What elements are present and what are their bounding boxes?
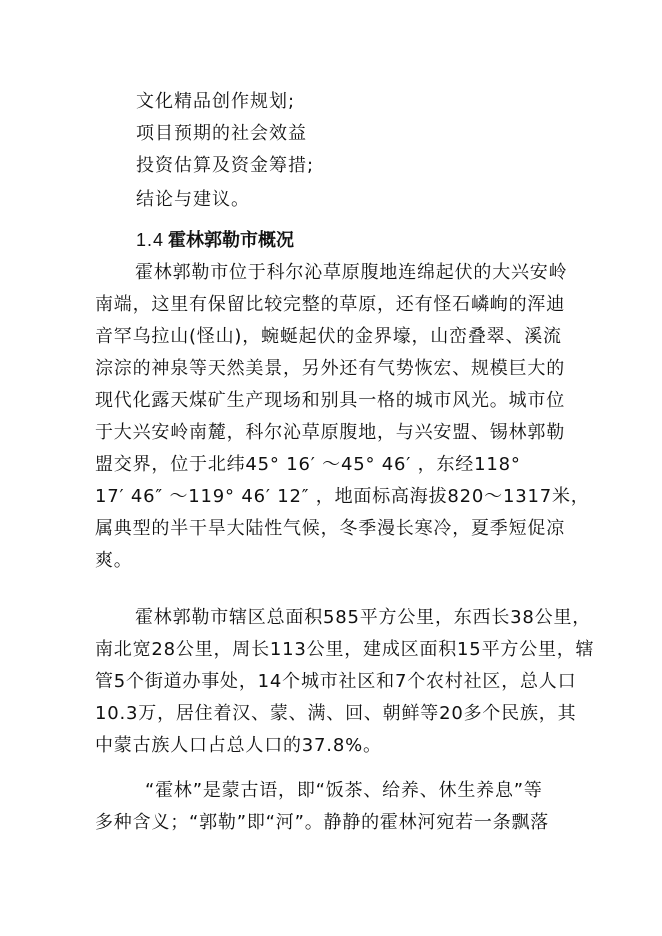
paragraph-line: 霍林郭勒市位于科尔沁草原腹地连绵起伏的大兴安岭 — [135, 262, 568, 283]
paragraph-line: 霍林郭勒市辖区总面积585平方公里，东西长38公里， — [135, 607, 592, 628]
paragraph-area-population — [95, 602, 595, 762]
list-item: 项目预期的社会效益 — [136, 123, 307, 144]
paragraph-line: 17′ 46″ ～119° 46′ 12″ ，地面标高海拔820～1317米， — [95, 486, 590, 507]
paragraph-overview — [95, 257, 590, 577]
paragraph-line: 爽。 — [95, 550, 133, 571]
list-item: 文化精品创作规划; — [136, 91, 296, 112]
paragraph-line: 现代化露天煤矿生产现场和别具一格的城市风光。城市位 — [95, 390, 565, 411]
paragraph-line: “霍林”是蒙古语，即“饭茶、给养、休生养息”等 — [145, 780, 543, 801]
paragraph-line: 南北宽28公里，周长113公里，建成区面积15平方公里，辖 — [95, 639, 595, 660]
paragraph-line: 多种含义；“郭勒”即“河”。静静的霍林河宛若一条飘落 — [95, 812, 550, 833]
paragraph-line: 南端，这里有保留比较完整的草原，还有怪石嶙峋的浑迪 — [95, 294, 565, 315]
paragraph-line: 盟交界，位于北纬45° 16′ ～45° 46′ ，东经118° — [95, 454, 521, 475]
section-title: 霍林郭勒市概况 — [168, 230, 295, 251]
paragraph-name-meaning — [95, 775, 565, 839]
paragraph-line: 音罕乌拉山(怪山)，蜿蜒起伏的金界壕，山峦叠翠、溪流 — [95, 326, 562, 347]
section-heading — [136, 230, 294, 251]
paragraph-line: 管5个街道办事处，14个城市社区和7个农村社区，总人口 — [95, 671, 577, 692]
paragraph-line: 属典型的半干旱大陆性气候，冬季漫长寒冷，夏季短促凉 — [95, 518, 565, 539]
paragraph-line: 中蒙古族人口占总人口的37.8%。 — [95, 735, 382, 756]
section-number: 1.4 — [136, 230, 165, 250]
paragraph-line: 于大兴安岭南麓，科尔沁草原腹地，与兴安盟、锡林郭勒 — [95, 422, 565, 443]
paragraph-line: 10.3万，居住着汉、蒙、满、回、朝鲜等20多个民族，其 — [95, 703, 577, 724]
list-item: 投资估算及资金筹措; — [136, 155, 315, 176]
list-item: 结论与建议。 — [136, 189, 250, 210]
paragraph-line: 淙淙的神泉等天然美景，另外还有气势恢宏、规模巨大的 — [95, 358, 565, 379]
